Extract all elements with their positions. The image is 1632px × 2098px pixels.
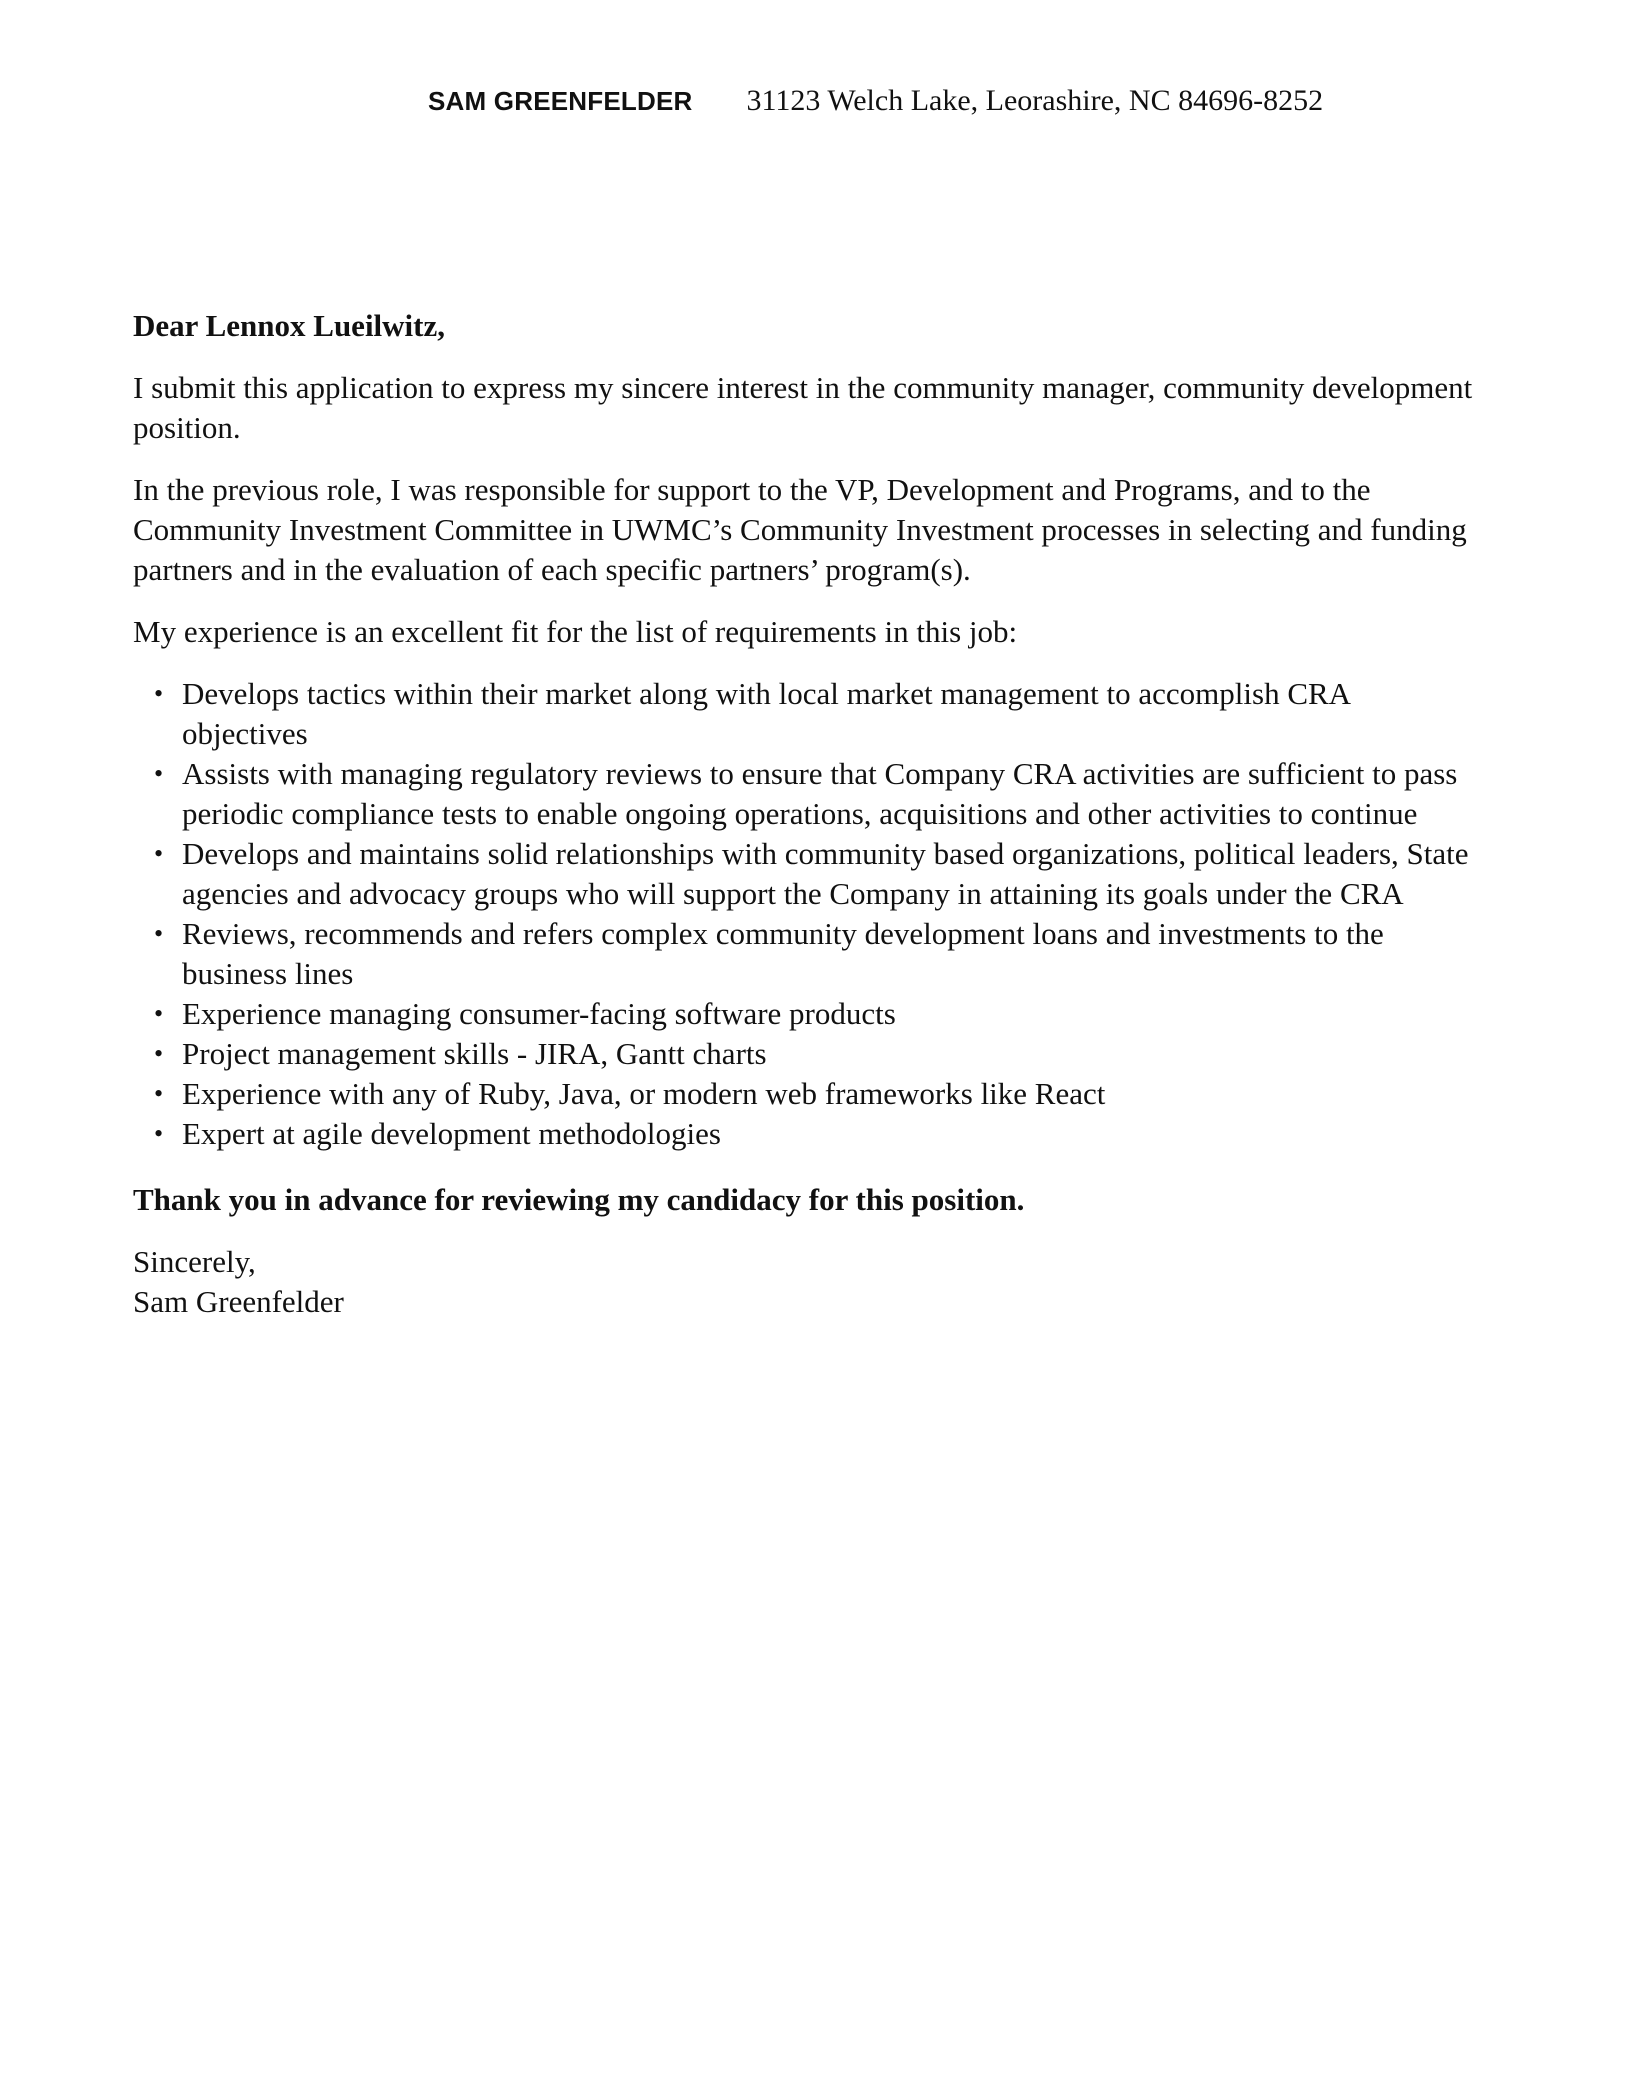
bullet-icon: • [154,999,164,1028]
requirement-text: Assists with managing regulatory reviews to ensure that Company CRA activities are sufficient to pass periodic compliance tests to enable ongoing operations, acquisitions and other activities to continue [182,756,1458,831]
requirements-list [133,674,1473,1154]
letter-body [133,306,1473,1322]
intro-paragraph: I submit this application to express my sincere interest in the community manager, community development position. [133,370,1473,445]
list-item [154,834,1473,914]
requirement-text: Develops and maintains solid relationships with community based organizations, political leaders, State agencies and advocacy groups who will support the Company in attaining its goals under the CRA [182,836,1469,911]
list-item [154,1034,1473,1074]
requirement-text: Experience with any of Ruby, Java, or modern web frameworks like React [182,1076,1106,1111]
requirements-intro: My experience is an excellent fit for the list of requirements in this job: [133,614,1018,649]
requirement-text: Develops tactics within their market along with local market management to accomplish CRA objectives [182,676,1350,751]
experience-paragraph: In the previous role, I was responsible for support to the VP, Development and Programs, and to the Community Investment Committee in UWMC’s Community Investment processes in selecting and funding partners and in the evaluation of each specific partners’ program(s). [133,472,1467,587]
bullet-icon: • [154,679,164,708]
bullet-icon: • [154,759,164,788]
sender-address: 31123 Welch Lake, Leorashire, NC 84696-8252 [746,84,1324,117]
bullet-icon: • [154,839,164,868]
bullet-icon: • [154,1039,164,1068]
bullet-icon: • [154,919,164,948]
salutation: Dear Lennox Lueilwitz, [133,308,445,343]
requirement-text: Expert at agile development methodologies [182,1116,721,1151]
list-item [154,1074,1473,1114]
closing-line: Thank you in advance for reviewing my candidacy for this position. [133,1182,1025,1217]
requirement-text: Experience managing consumer-facing software products [182,996,896,1031]
list-item [154,754,1473,834]
list-item [154,914,1473,994]
requirement-text: Reviews, recommends and refers complex community development loans and investments to the business lines [182,916,1384,991]
bullet-icon: • [154,1119,164,1148]
requirement-text: Project management skills - JIRA, Gantt charts [182,1036,767,1071]
signature-name: Sam Greenfelder [133,1284,344,1319]
list-item [154,1114,1473,1154]
letter-header [428,84,1528,118]
sender-name: SAM GREENFELDER [428,86,693,116]
signoff: Sincerely, [133,1244,256,1279]
bullet-icon: • [154,1079,164,1108]
list-item [154,994,1473,1034]
list-item [154,674,1473,754]
